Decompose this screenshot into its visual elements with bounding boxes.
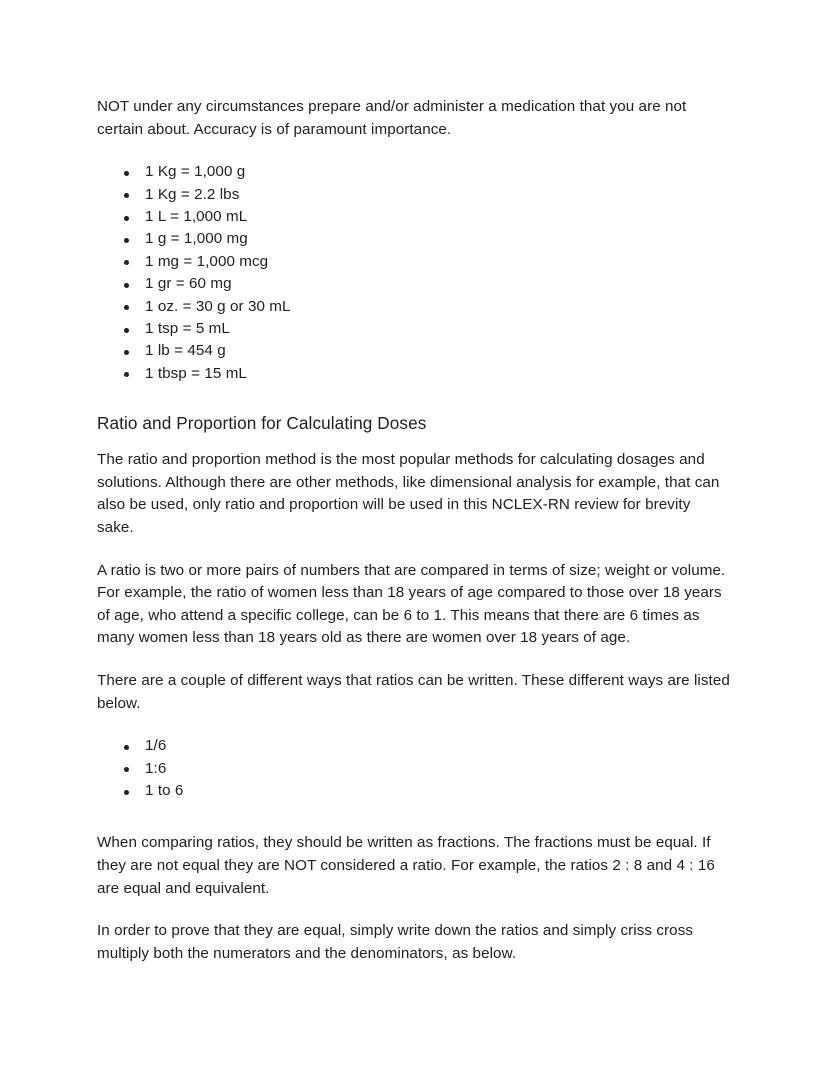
conversion-list — [97, 161, 731, 385]
list-item: 1 oz. = 30 g or 30 mL — [97, 296, 731, 318]
document-body — [97, 96, 731, 985]
section-heading: Ratio and Proportion for Calculating Doses — [97, 413, 427, 434]
ratio-notation-list — [97, 735, 731, 802]
list-item: 1 L = 1,000 mL — [97, 206, 731, 228]
list-item: 1 gr = 60 mg — [97, 273, 731, 295]
list-item: 1 tbsp = 15 mL — [97, 363, 731, 385]
list-item: 1 g = 1,000 mg — [97, 228, 731, 250]
list-item: 1 mg = 1,000 mcg — [97, 251, 731, 273]
list-item: 1 to 6 — [97, 780, 731, 802]
paragraph-ways-intro: There are a couple of different ways that ratios can be written. These different ways are listed below. — [97, 672, 730, 712]
intro-paragraph: NOT under any circumstances prepare and/or administer a medication that you are not certain about. Accuracy is of paramount importance. — [97, 98, 687, 138]
paragraph-ratio-definition: A ratio is two or more pairs of numbers that are compared in terms of size; weight or volume. For example, the ratio of women less than 18 years of age compared to those over 18 years of age, who attend a specific college, can be 6 to 1. This means that there are 6 times as many women less than 18 years old as there are women over 18 years of age. — [97, 561, 726, 647]
list-item: 1 Kg = 2.2 lbs — [97, 184, 731, 206]
paragraph-method: The ratio and proportion method is the most popular methods for calculating dosages and solutions. Although there are other methods, like dimensional analysis for example, that can also be used, only ratio and proportion will be used in this NCLEX-RN review for brevity sake. — [97, 451, 720, 537]
list-item: 1 tsp = 5 mL — [97, 318, 731, 340]
list-item: 1 lb = 454 g — [97, 340, 731, 362]
list-item: 1 Kg = 1,000 g — [97, 161, 731, 183]
list-item: 1:6 — [97, 758, 731, 780]
paragraph-comparing: When comparing ratios, they should be written as fractions. The fractions must be equal. If they are not equal they are NOT considered a ratio. For example, the ratios 2 : 8 and 4 : 16 are equal and equivalent. — [97, 834, 715, 897]
paragraph-criss-cross: In order to prove that they are equal, simply write down the ratios and simply criss cross multiply both the numerators and the denominators, as below. — [97, 922, 694, 962]
list-item: 1/6 — [97, 735, 731, 757]
